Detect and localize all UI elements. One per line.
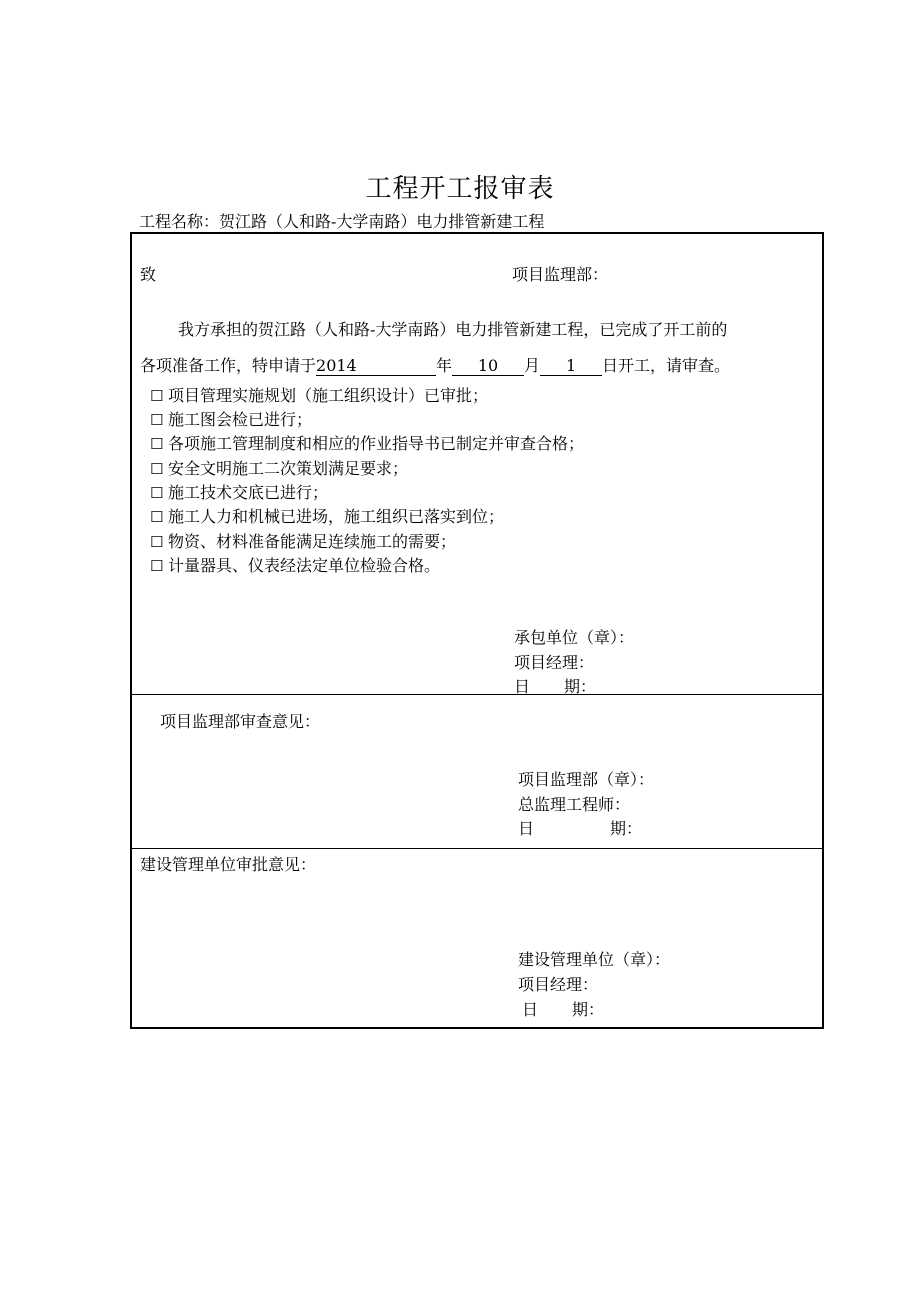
- owner-date-label: 日 期：: [522, 1000, 605, 1019]
- approval-form-table: [130, 232, 824, 1029]
- checkbox-icon[interactable]: ☐: [150, 387, 164, 405]
- start-month-field[interactable]: 10: [452, 357, 524, 376]
- checkbox-icon[interactable]: ☐: [150, 557, 164, 575]
- checklist-item[interactable]: ☐ 安全文明施工二次策划满足要求；: [150, 459, 409, 478]
- checklist-item[interactable]: ☐ 施工技术交底已进行；: [150, 483, 329, 502]
- owner-seal-label: 建设管理单位（章）：: [518, 950, 671, 969]
- checklist-item[interactable]: ☐ 施工人力和机械已进场，施工组织已落实到位；: [150, 507, 505, 526]
- project-name-label: 工程名称：: [139, 212, 220, 231]
- year-label: 年: [436, 356, 453, 375]
- checkbox-icon[interactable]: ☐: [150, 460, 164, 478]
- checklist-item[interactable]: ☐ 计量器具、仪表经法定单位检验合格。: [150, 556, 441, 575]
- checklist-item[interactable]: ☐ 物资、材料准备能满足连续施工的需要；: [150, 532, 457, 551]
- checkbox-icon[interactable]: ☐: [150, 508, 164, 526]
- supervisor-opinion-label: 项目监理部审查意见：: [160, 712, 321, 731]
- project-name-value: 贺江路（人和路-大学南路）电力排管新建工程: [219, 212, 545, 231]
- checklist-item[interactable]: ☐ 施工图会检已进行；: [150, 410, 313, 429]
- checkbox-icon[interactable]: ☐: [150, 484, 164, 502]
- day-label: 日开工，请审查。: [602, 356, 731, 375]
- month-label: 月: [524, 356, 541, 375]
- start-year-field[interactable]: 2014: [316, 357, 436, 376]
- start-day-field[interactable]: 1: [540, 357, 602, 376]
- contractor-seal-label: 承包单位（章）：: [514, 628, 635, 647]
- application-paragraph-line2: [140, 353, 730, 376]
- owner-manager-label: 项目经理：: [518, 975, 599, 994]
- contractor-date-label: 日 期：: [514, 677, 597, 696]
- checklist-item[interactable]: ☐ 项目管理实施规划（施工组织设计）已审批；: [150, 386, 489, 405]
- supervisor-date-label: 日 期：: [518, 819, 643, 838]
- application-prefix: 各项准备工作，特申请于: [140, 356, 317, 375]
- checkbox-icon[interactable]: ☐: [150, 435, 164, 453]
- checklist-item[interactable]: ☐ 各项施工管理制度和相应的作业指导书已制定并审查合格；: [150, 434, 585, 453]
- application-paragraph-line1: 我方承担的贺江路（人和路-大学南路）电力排管新建工程，已完成了开工前的: [178, 320, 728, 339]
- page-title: 工程开工报审表: [365, 174, 555, 204]
- checkbox-icon[interactable]: ☐: [150, 411, 164, 429]
- section-divider: [132, 848, 822, 849]
- chief-engineer-label: 总监理工程师：: [518, 795, 631, 814]
- project-name-line: [139, 209, 544, 232]
- owner-opinion-label: 建设管理单位审批意见：: [140, 855, 317, 874]
- contractor-manager-label: 项目经理：: [514, 653, 595, 672]
- to-label: 致: [140, 265, 157, 284]
- supervisor-seal-label: 项目监理部（章）：: [518, 770, 655, 789]
- to-recipient: 项目监理部：: [512, 265, 609, 284]
- section-divider: [132, 694, 822, 695]
- checkbox-icon[interactable]: ☐: [150, 533, 164, 551]
